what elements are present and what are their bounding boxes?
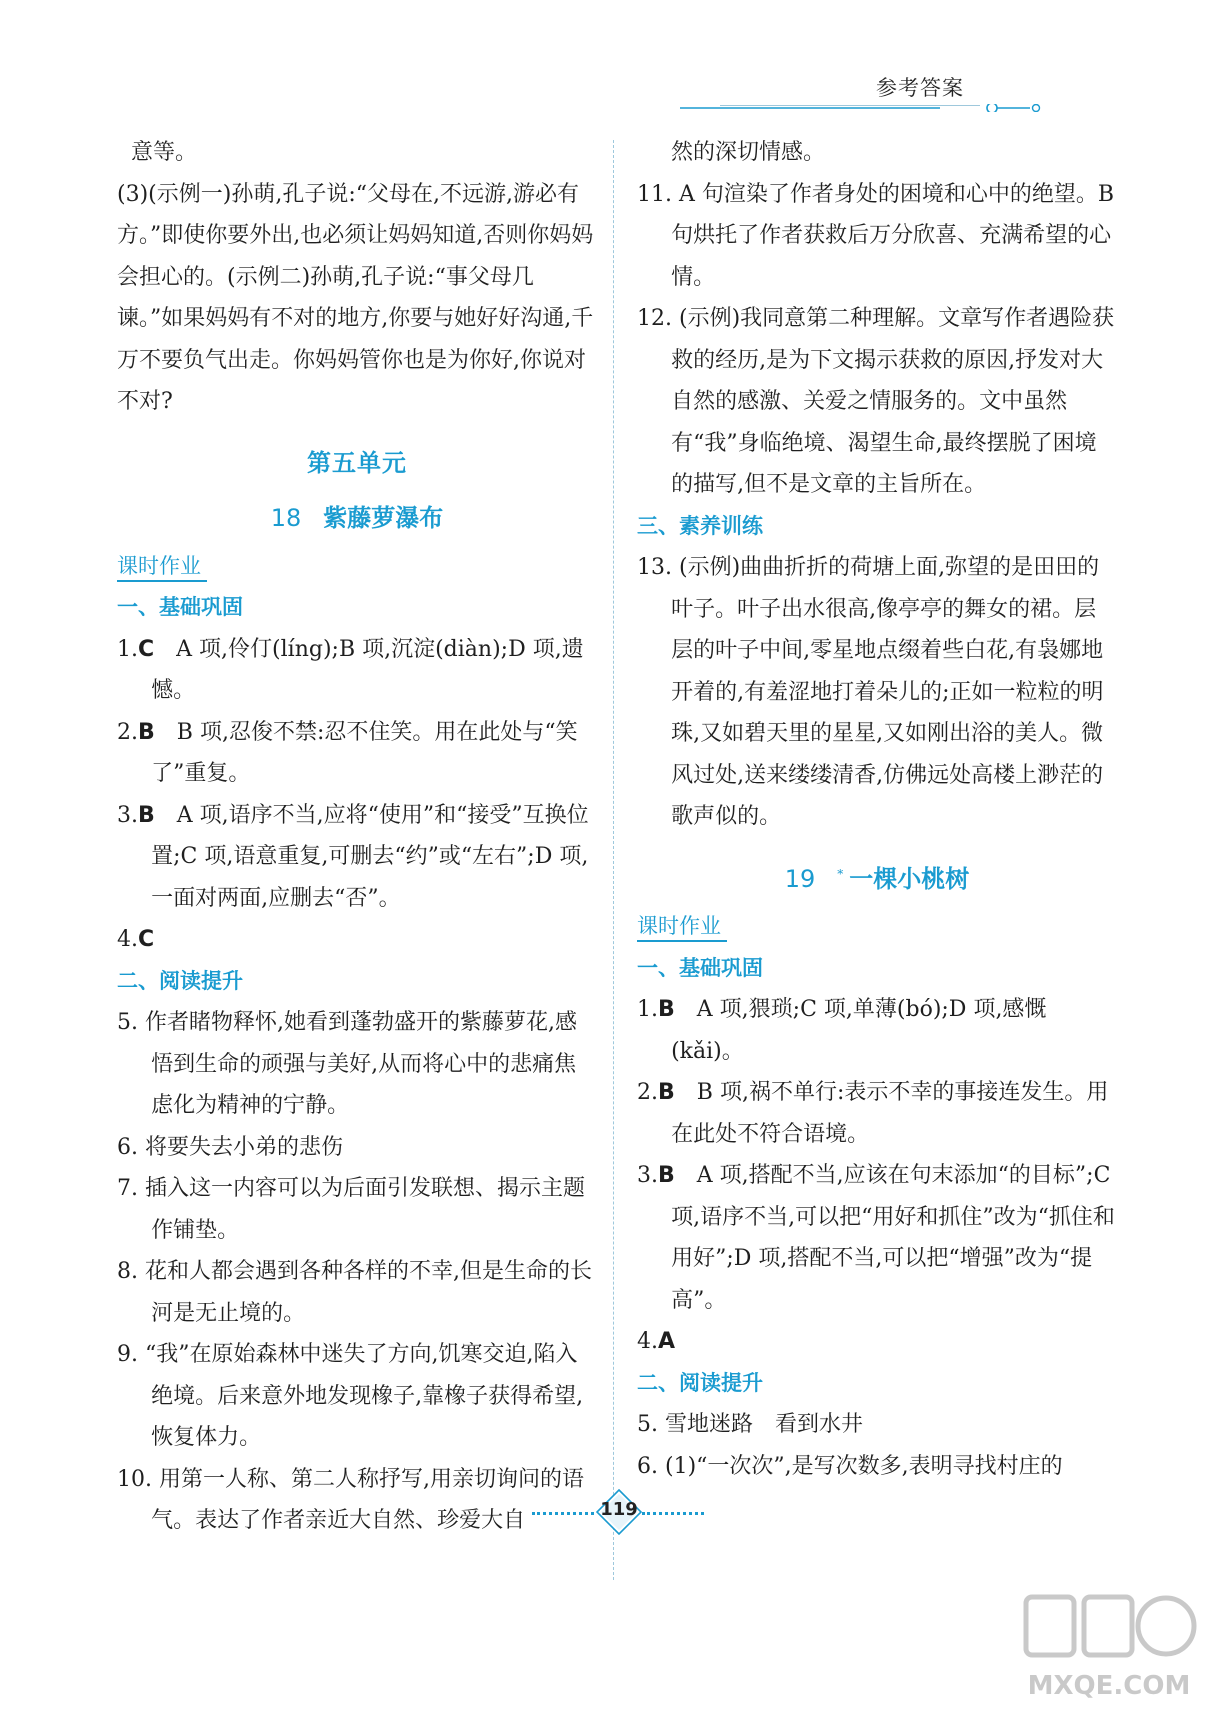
footer-dots-left — [532, 1512, 594, 1516]
item-number: 4. — [117, 927, 138, 952]
answer-explanation: B 项,忍俊不禁:忍不住笑。用在此处与“笑了”重复。 — [151, 719, 578, 786]
answer-item — [637, 1155, 1117, 1321]
answer-item — [117, 629, 597, 712]
answer-letter: B — [658, 1163, 675, 1188]
section-heading: 二、阅读提升 — [637, 1370, 763, 1395]
section-heading: 二、阅读提升 — [117, 968, 243, 993]
answer-letter: A — [658, 1329, 676, 1354]
answer-item: 11. A 句渲染了作者身处的困境和心中的绝望。B 句烘托了作者获救后万分欣喜、充满希望的心情。 — [637, 181, 1122, 290]
answer-letter: B — [138, 719, 155, 745]
answer-explanation: A 项,猥琐;C 项,单薄(bó);D 项,感慨(kǎi)。 — [671, 997, 1047, 1064]
item-number: 3. — [637, 1163, 658, 1188]
item-number: 2. — [117, 719, 138, 745]
item-number: 3. — [117, 802, 138, 828]
answer-item — [117, 795, 597, 920]
item-number: 4. — [637, 1329, 658, 1354]
answer-item: 8. 花和人都会遇到各种各样的不幸,但是生命的长河是无止境的。 — [117, 1259, 592, 1326]
section-heading: 一、基础巩固 — [637, 955, 763, 980]
answer-item — [637, 1072, 1117, 1155]
section-tag: 课时作业 — [117, 552, 207, 582]
answer-item — [117, 712, 597, 795]
section-heading: 一、基础巩固 — [117, 595, 243, 619]
answer-item: 9. “我”在原始森林中迷失了方向,饥寒交迫,陷入绝境。后来意外地发现橡子,靠橡子获得希望,恢复体力。 — [117, 1342, 584, 1450]
answer-item: 13. (示例)曲曲折折的荷塘上面,弥望的是田田的叶子。叶子出水很高,像亭亭的舞女的裙。层层的叶子中间,零星地点缀着些白花,有袅娜地开着的,有羞涩地打着朵儿的;正如一粒粒的明珠,又如碧天里的星星,又如刚出浴的美人。微风过处,送来缕缕清香,仿佛远处高楼上渺茫的歌声似的。 — [637, 555, 1104, 829]
answer-explanation: A 项,搭配不当,应该在句末添加“的目标”;C 项,语序不当,可以把“用好和抓住”改为“抓住和用好”;D 项,搭配不当,可以把“增强”改为“提高”。 — [671, 1163, 1118, 1313]
answer-item — [117, 919, 597, 961]
right-column — [637, 132, 1122, 1487]
left-continued-text: 意等。 — [131, 140, 198, 165]
answer-item: (3)(示例一)孙萌,孔子说:“父母在,不远游,游必有方。”即使你要外出,也必须让妈妈知道,否则你妈妈会担心的。(示例二)孙萌,孔子说:“事父母几谏。”如果妈妈有不对的地方,你要与她好好沟通,千万不要负气出走。你妈妈管你也是为你好,你说对不对? — [117, 181, 594, 414]
answer-item: 7. 插入这一内容可以为后面引发联想、揭示主题作铺垫。 — [117, 1176, 585, 1243]
answer-item — [637, 1321, 1117, 1363]
watermark-logo — [1014, 1589, 1204, 1709]
answer-item — [637, 989, 1117, 1072]
optional-star-icon: * — [837, 866, 844, 881]
answer-letter: B — [138, 802, 155, 828]
answer-letter: C — [138, 636, 155, 662]
answer-explanation: A 项,语序不当,应将“使用”和“接受”互换位置;C 项,语意重复,可删去“约”或“左右”;D 项,一面对两面,应删去“否”。 — [151, 802, 589, 911]
lesson-name: 紫藤萝瀑布 — [323, 504, 444, 532]
lesson-number: 19 — [784, 864, 816, 893]
item-number: 1. — [637, 997, 658, 1022]
left-column — [117, 132, 597, 1542]
answer-explanation: B 项,祸不单行:表示不幸的事接连发生。用在此处不符合语境。 — [671, 1080, 1109, 1147]
header-decoration — [680, 104, 1090, 112]
answer-letter: B — [658, 997, 675, 1022]
answer-item: 5. 作者睹物释怀,她看到蓬勃盛开的紫藤萝花,感悟到生命的顽强与美好,从而将心中的悲痛焦虑化为精神的宁静。 — [117, 1010, 577, 1118]
answer-letter: B — [658, 1080, 675, 1105]
answer-item: 6. (1)“一次次”,是写次数多,表明寻找村庄的 — [637, 1453, 1063, 1479]
footer-dots-right — [642, 1512, 704, 1516]
lesson-title — [117, 498, 597, 540]
page-header — [0, 0, 1224, 130]
column-divider — [613, 140, 614, 1580]
answer-item: 12. (示例)我同意第二种理解。文章写作者遇险获救的经历,是为下文揭示获救的原因,抒发对大自然的感激、关爱之情服务的。文中虽然有“我”身临绝境、渴望生命,最终摆脱了困境的描写,但不是文章的主旨所在。 — [637, 306, 1115, 497]
right-continued-text: 然的深切情感。 — [671, 140, 826, 165]
section-tag: 课时作业 — [637, 912, 727, 942]
answer-letter: C — [138, 927, 155, 952]
answer-item: 6. 将要失去小弟的悲伤 — [117, 1134, 343, 1160]
answer-item: 10. 用第一人称、第二人称抒写,用亲切询问的语气。表达了作者亲近大自然、珍爱大自 — [117, 1466, 584, 1533]
item-number: 1. — [117, 636, 138, 662]
unit-title: 第五单元 — [307, 448, 407, 477]
answer-item: 5. 雪地迷路 看到水井 — [637, 1412, 863, 1437]
answer-explanation: A 项,伶仃(líng);B 项,沉淀(diàn);D 项,遗憾。 — [151, 636, 584, 703]
section-heading: 三、素养训练 — [637, 513, 763, 538]
page-number: 119 — [600, 1499, 638, 1520]
lesson-title — [637, 854, 1117, 901]
watermark-text: MXQE.COM — [1027, 1671, 1191, 1701]
lesson-name: 一棵小桃树 — [849, 864, 970, 893]
header-title: 参考答案 — [876, 76, 964, 100]
lesson-number: 18 — [270, 504, 302, 532]
item-number: 2. — [637, 1080, 658, 1105]
